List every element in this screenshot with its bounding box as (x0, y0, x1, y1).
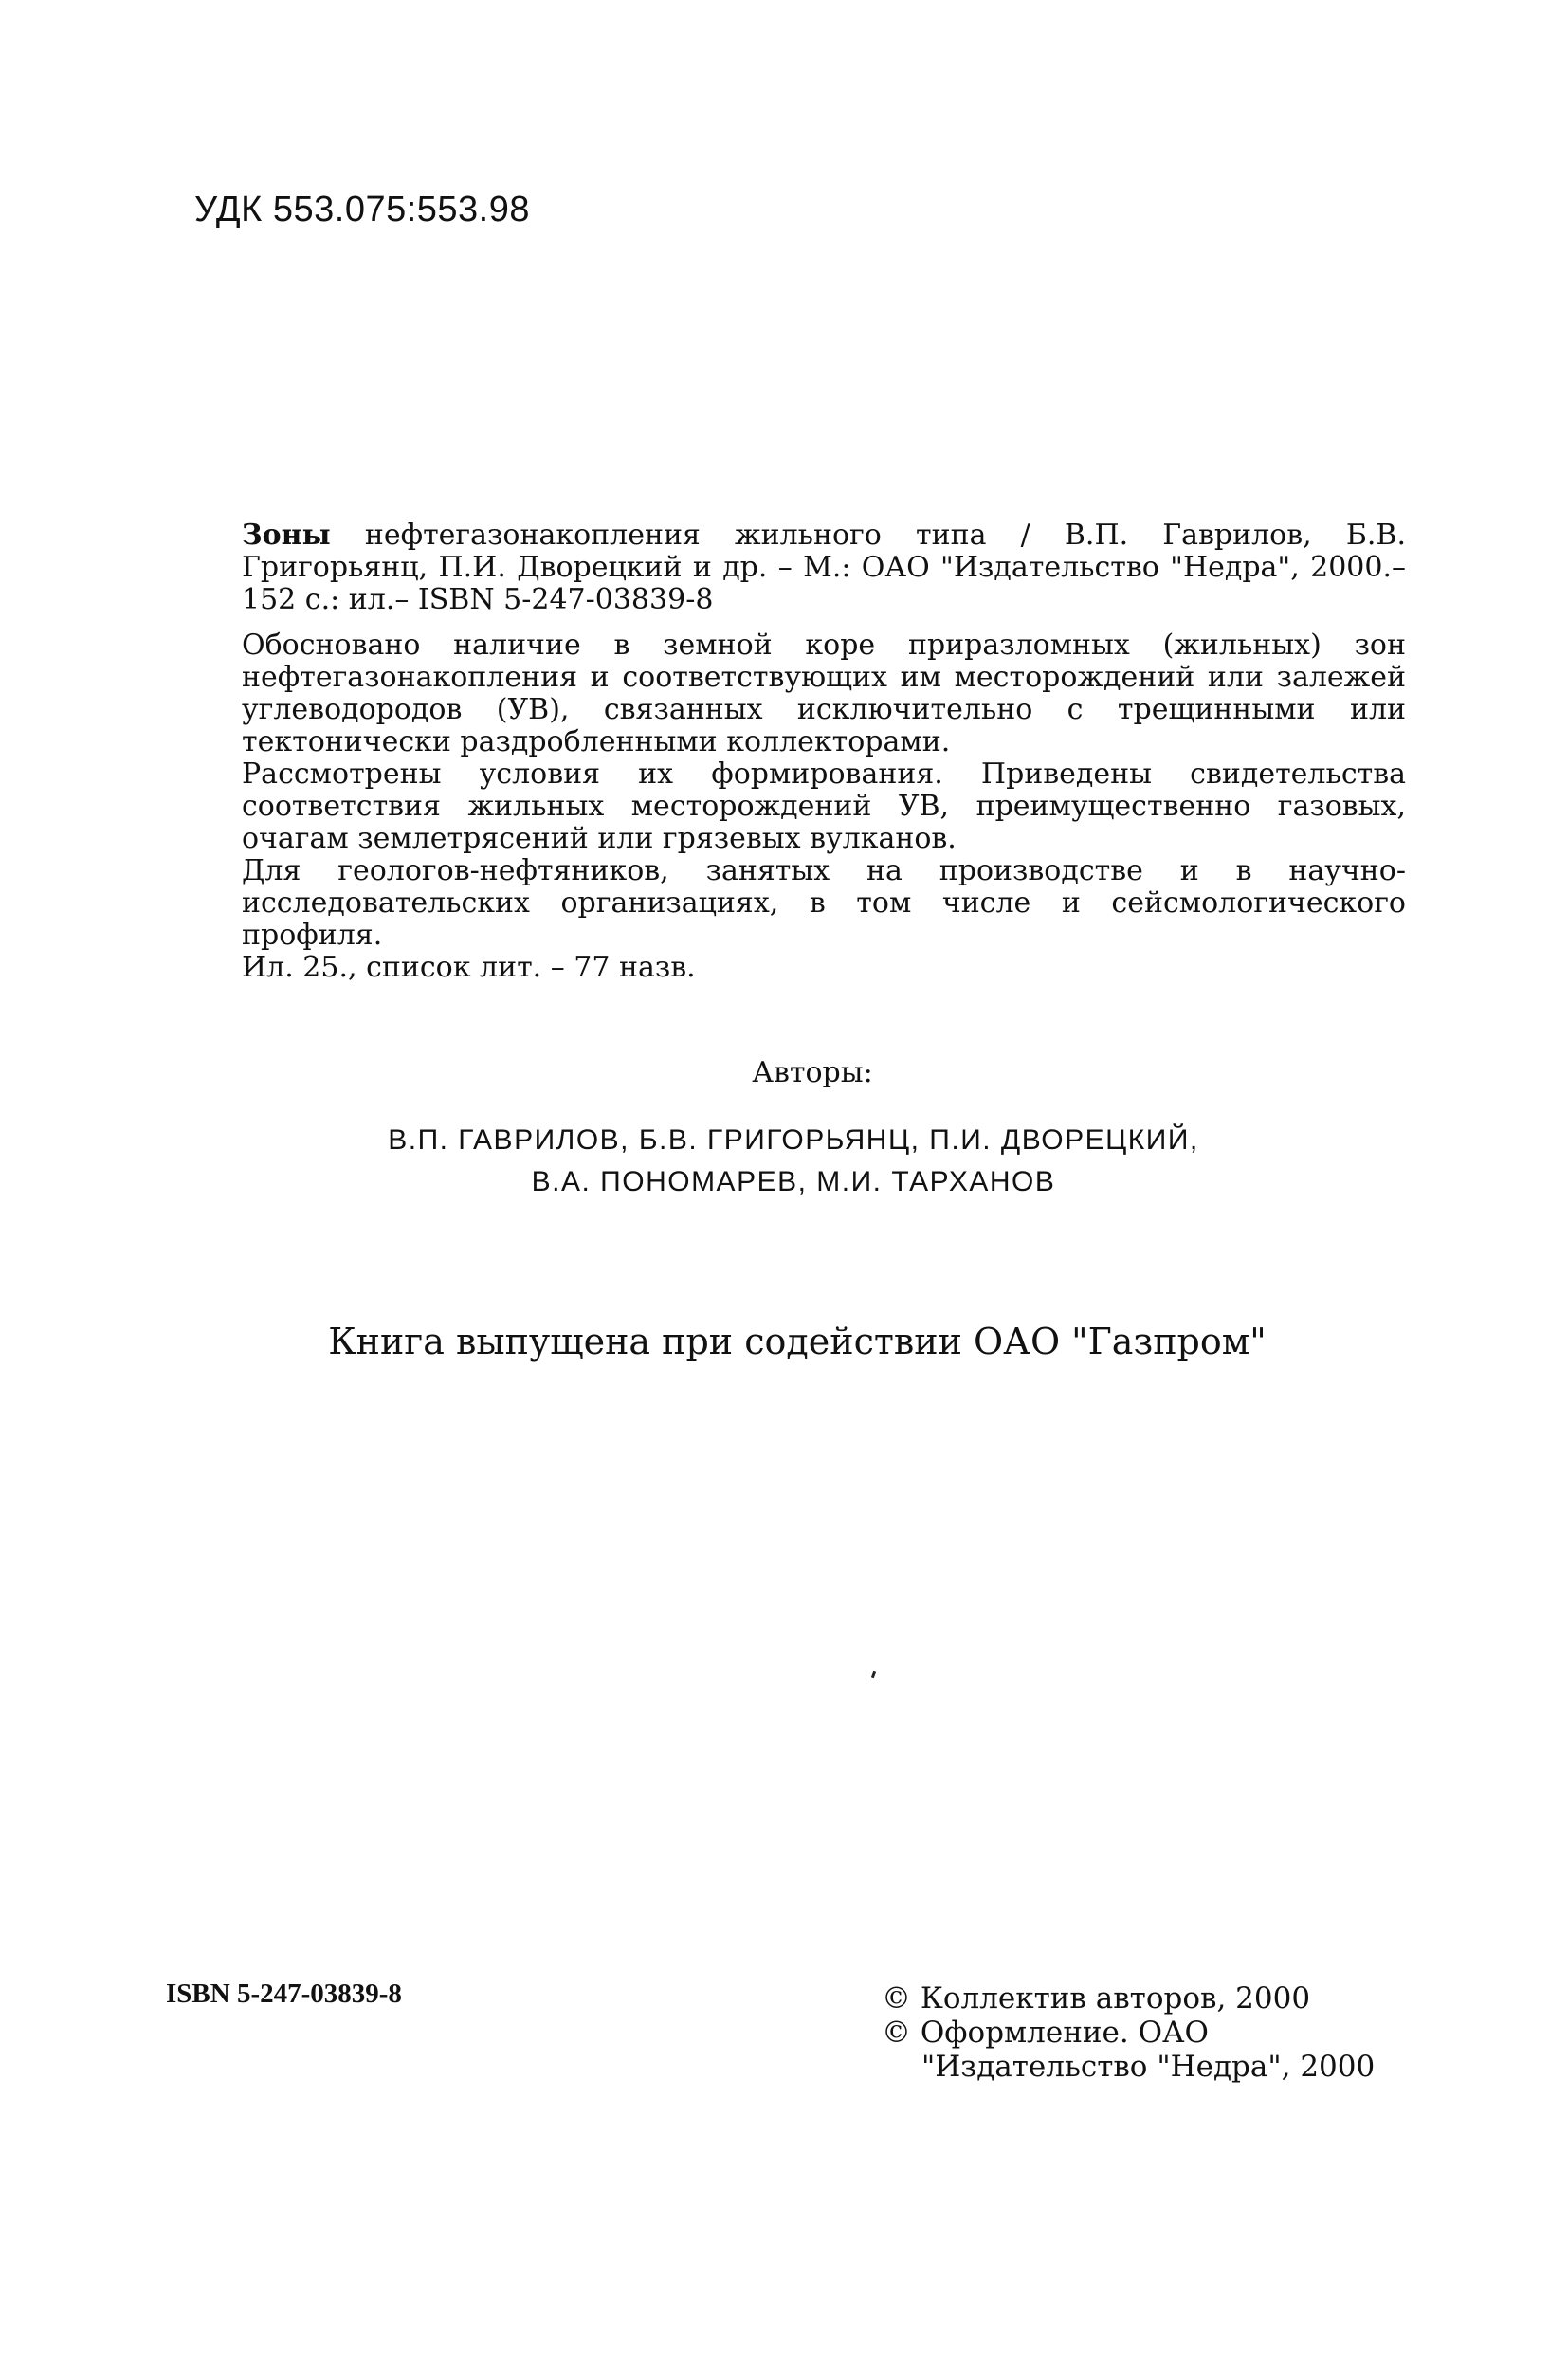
sponsor-note: Книга выпущена при содействии ОАО "Газпром" (328, 1321, 1267, 1362)
title-lead-word: Зоны (242, 519, 331, 552)
authors-line-2: В.А. ПОНОМАРЕВ, М.И. ТАРХАНОВ (531, 1166, 1056, 1197)
reference-text: нефтегазонакопления жильного типа / В.П. Гаврилов, Б.В. Григорьянц, П.И. Дворецкий и др. – М.: ОАО "Издательство "Недра", 2000.– 152 с.: ил.– ISBN 5-247-03839-8 (242, 519, 1406, 616)
copyright-block (882, 1981, 1375, 2084)
copyright-line-3: "Издательство "Недра", 2000 (921, 2050, 1376, 2084)
isbn: ISBN 5-247-03839-8 (166, 1979, 402, 2009)
print-speck (871, 1671, 876, 1679)
annotation-paragraph-1: Обосновано наличие в земной коре приразломных (жильных) зон нефтегазонакопления и соответствующих им месторождений или залежей углеводородов (УВ), связанных исключительно с трещинными или тектонически раздробленными коллекторами. (242, 629, 1406, 758)
copyright-line-1: © Коллектив авторов, 2000 (882, 1981, 1311, 2016)
annotation-paragraph-4: Ил. 25., список лит. – 77 назв. (242, 951, 696, 984)
annotation-paragraph-2: Рассмотрены условия их формирования. Приведены свидетельства соответствия жильных месторождений УВ, преимущественно газовых, очагам землетрясений или грязевых вулканов. (242, 757, 1406, 855)
copyright-line-2: © Оформление. ОАО (882, 2016, 1209, 2050)
udk-code: УДК 553.075:553.98 (194, 190, 531, 229)
authors-line-1: В.П. ГАВРИЛОВ, Б.В. ГРИГОРЬЯНЦ, П.И. ДВОРЕЦКИЙ, (388, 1124, 1199, 1156)
annotation-paragraph-3: Для геологов-нефтяников, занятых на производстве и в научно-исследовательских организациях, в том числе и сейсмологического профиля. (242, 854, 1406, 952)
annotation-block (242, 520, 1406, 984)
bibliographic-reference (242, 520, 1406, 616)
authors-label: Авторы: (752, 1056, 873, 1089)
authors-section (0, 1057, 1568, 1203)
